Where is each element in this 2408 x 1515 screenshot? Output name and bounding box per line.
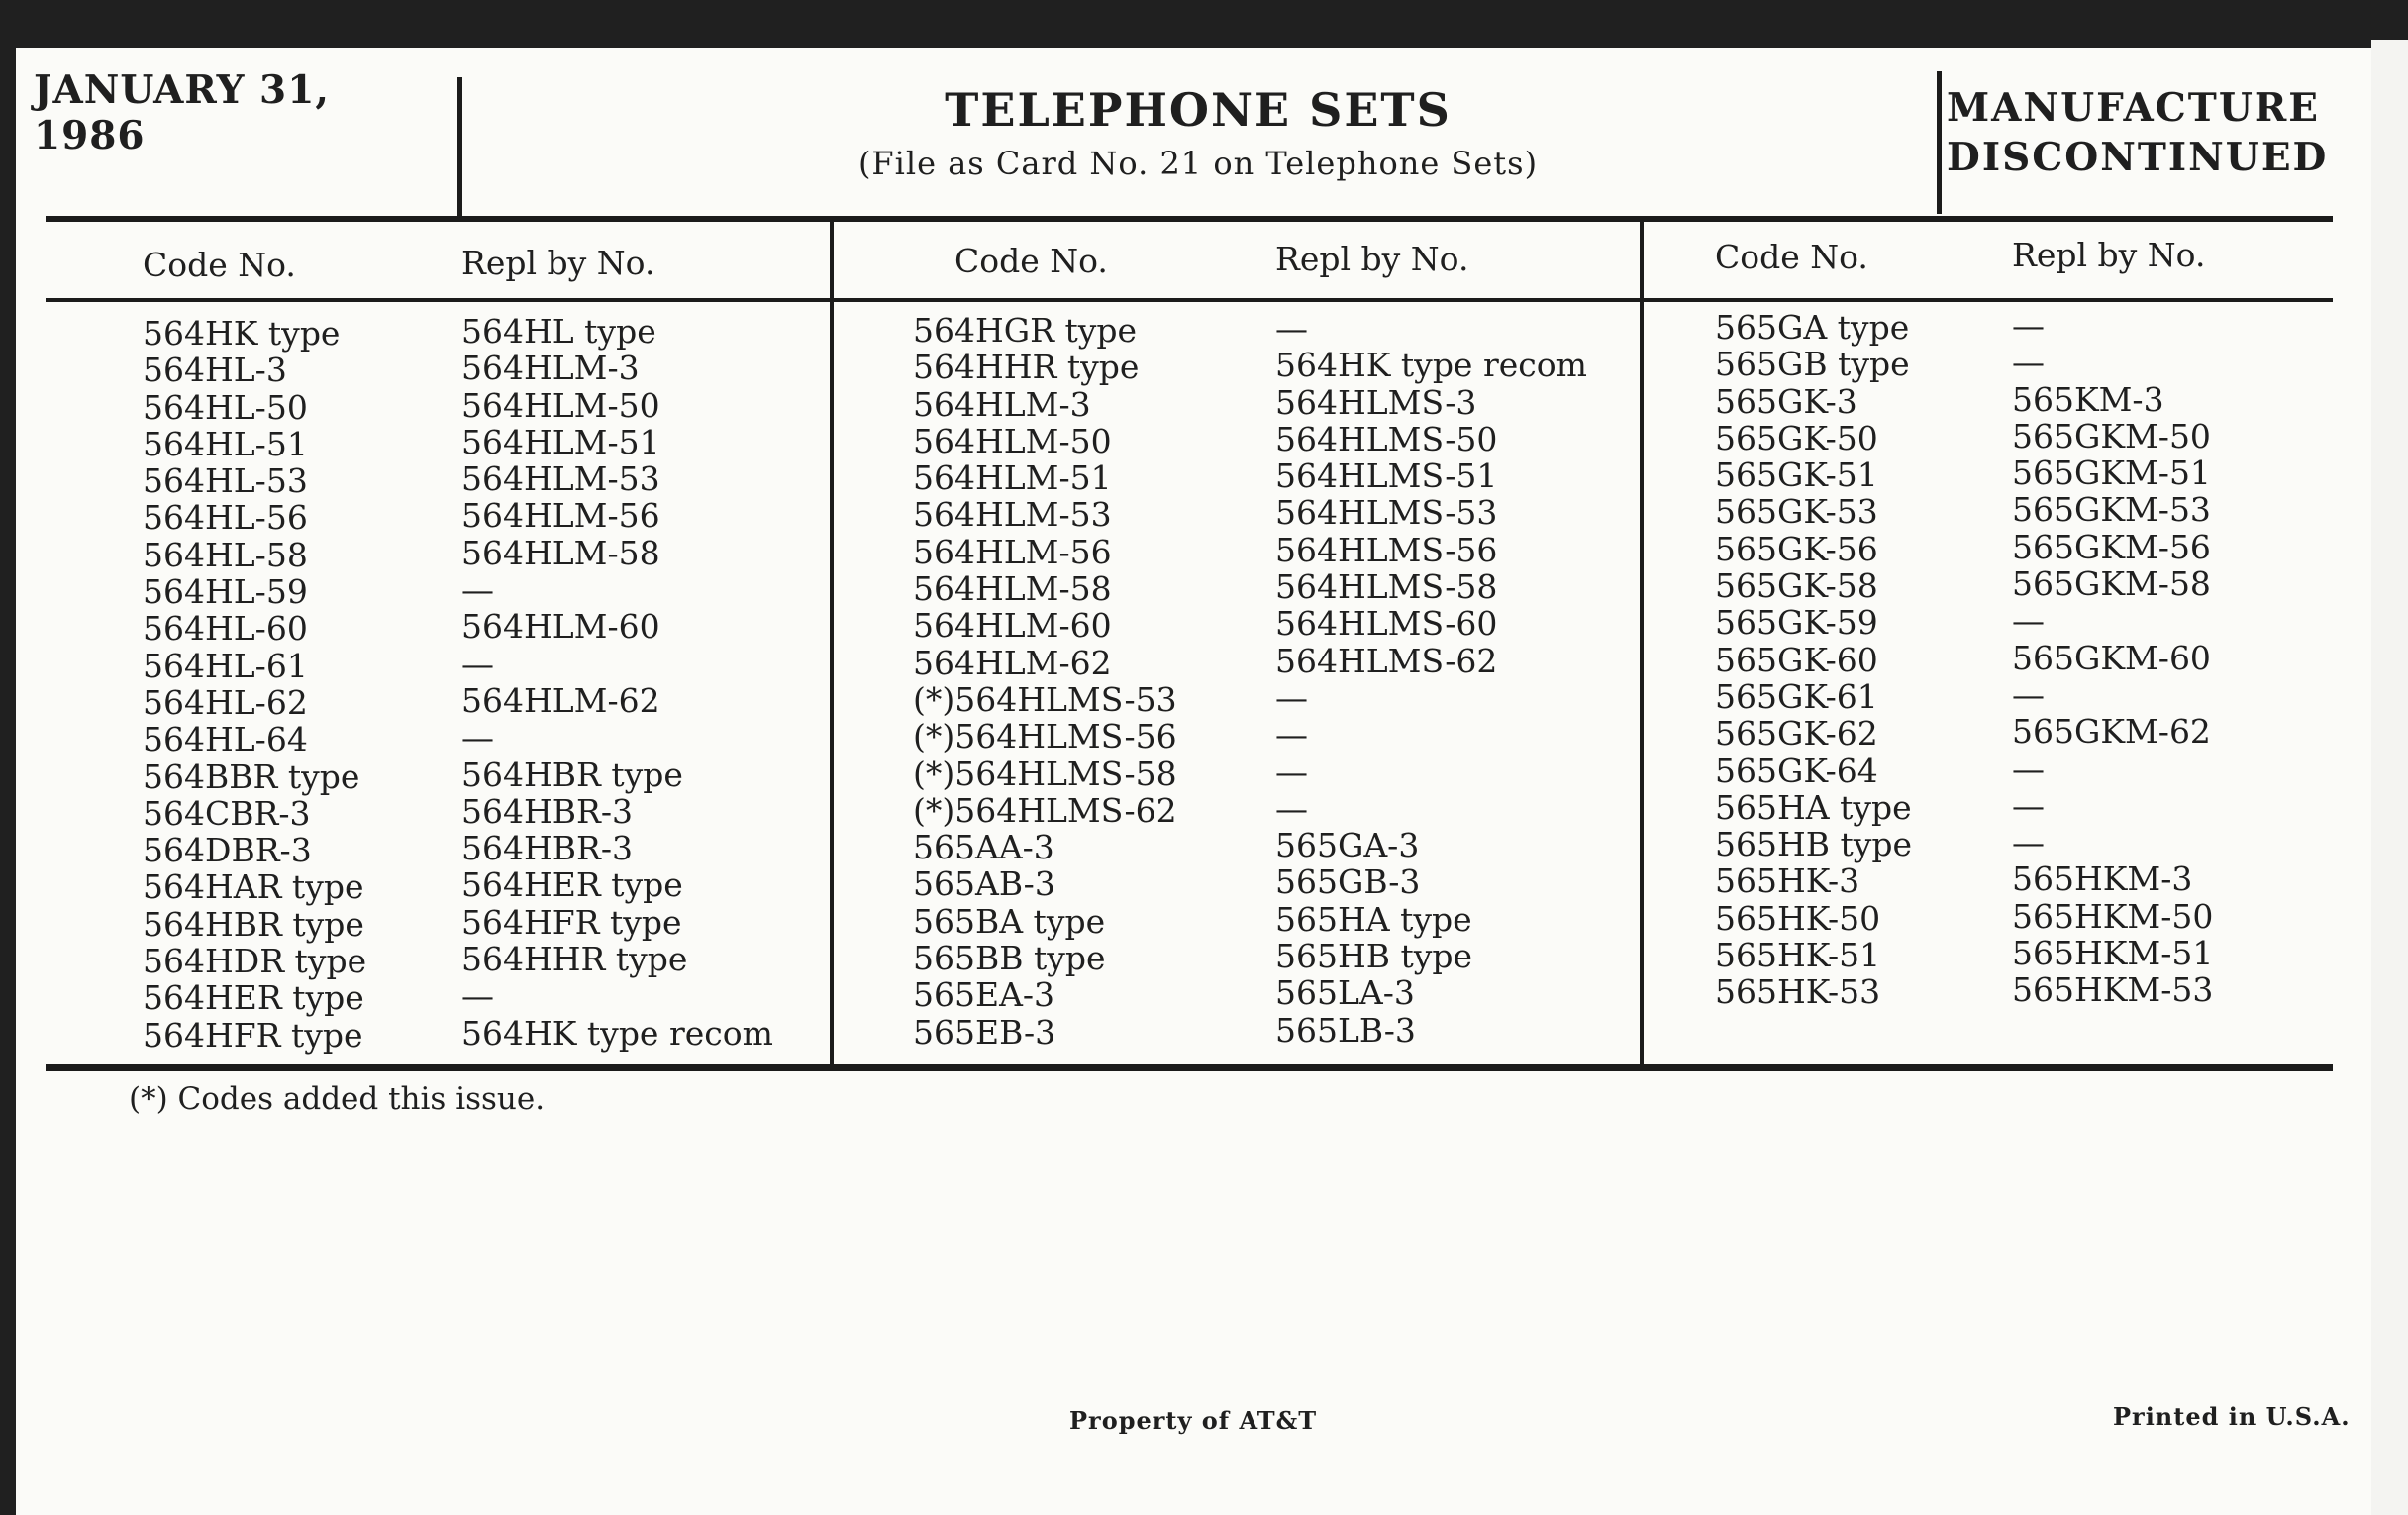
column-header-repl-1: Repl by No. bbox=[461, 244, 655, 282]
replacement-cell: 564HFR type bbox=[461, 902, 682, 942]
code-cell: 565HK-50 bbox=[1715, 898, 1881, 938]
replacement-cell: — bbox=[461, 644, 494, 683]
code-cell: 564HLM-50 bbox=[913, 421, 1112, 460]
column-header-code-2: Code No. bbox=[954, 242, 1108, 280]
replacement-cell: 565KM-3 bbox=[2012, 379, 2164, 419]
replacement-cell: 564HLM-58 bbox=[461, 533, 660, 572]
replacement-cell: — bbox=[2012, 674, 2045, 714]
code-cell: 565BA type bbox=[913, 901, 1106, 941]
code-cell: 564HL-62 bbox=[143, 682, 308, 722]
code-cell: 565GK-58 bbox=[1715, 566, 1878, 606]
replacement-cell: 565GB-3 bbox=[1275, 862, 1421, 902]
code-cell: 565HK-53 bbox=[1715, 972, 1881, 1012]
table-bottom-rule bbox=[46, 1064, 2333, 1071]
code-cell: 564DBR-3 bbox=[143, 831, 312, 870]
replacement-cell: 564HLMS-51 bbox=[1275, 456, 1498, 496]
code-cell: 564HGR type bbox=[913, 311, 1138, 350]
code-cell: 565BB type bbox=[913, 939, 1106, 978]
code-cell: 565GK-64 bbox=[1715, 751, 1878, 790]
code-cell: 565GB type bbox=[1715, 345, 1910, 384]
code-cell: 565GK-59 bbox=[1715, 603, 1878, 643]
replacements-column-1 bbox=[461, 313, 773, 1052]
replacement-cell: 565HKM-51 bbox=[2012, 934, 2214, 973]
code-cell: 564HL-59 bbox=[143, 572, 308, 612]
replacement-cell: 564HK type recom bbox=[461, 1013, 773, 1053]
replacement-cell: 565LA-3 bbox=[1275, 973, 1415, 1013]
code-cell: 564BBR type bbox=[143, 757, 360, 796]
code-cell: 564HLM-3 bbox=[913, 384, 1091, 424]
code-cell: 564HL-53 bbox=[143, 461, 308, 501]
column-header-code-1: Code No. bbox=[143, 246, 296, 284]
code-cell: 564HL-61 bbox=[143, 646, 308, 685]
code-cell: 564HDR type bbox=[143, 942, 367, 981]
replacement-cell: 565LB-3 bbox=[1275, 1010, 1416, 1050]
replacement-cell: 564HHR type bbox=[461, 940, 688, 979]
replacement-cell: 564HLMS-3 bbox=[1275, 382, 1477, 422]
replacement-cell: 564HBR type bbox=[461, 755, 683, 794]
replacement-cell: 564HLMS-62 bbox=[1275, 641, 1498, 680]
replacements-column-2 bbox=[1275, 310, 1587, 1049]
code-cell: 564HL-64 bbox=[143, 720, 308, 759]
code-cell: 565HK-3 bbox=[1715, 861, 1860, 901]
replacement-cell: — bbox=[1275, 715, 1308, 755]
replacement-cell: 565GKM-51 bbox=[2012, 454, 2211, 493]
table-top-rule bbox=[46, 216, 2333, 222]
replacement-cell: 565GKM-58 bbox=[2012, 564, 2211, 604]
replacement-cell: 564HER type bbox=[461, 865, 683, 905]
code-cell: 565GK-51 bbox=[1715, 455, 1878, 495]
issue-date: JANUARY 31, 1986 bbox=[34, 67, 330, 158]
replacement-cell: 565HA type bbox=[1275, 899, 1472, 939]
status-line-1: MANUFACTURE bbox=[1947, 85, 2320, 131]
code-cell: 564HLM-51 bbox=[913, 458, 1112, 498]
replacement-cell: 564HLM-60 bbox=[461, 607, 660, 647]
header-divider-right bbox=[1937, 71, 1942, 214]
replacement-cell: — bbox=[2012, 306, 2045, 345]
code-cell: 564HLM-56 bbox=[913, 532, 1112, 571]
code-cell: 565GK-61 bbox=[1715, 676, 1878, 716]
code-cell: 564HBR type bbox=[143, 904, 364, 944]
code-cell: 564HL-56 bbox=[143, 498, 308, 538]
replacement-cell: 565GA-3 bbox=[1275, 826, 1420, 865]
replacement-cell: 564HLM-56 bbox=[461, 496, 660, 536]
code-cell: 564CBR-3 bbox=[143, 793, 311, 833]
replacement-cell: — bbox=[2012, 785, 2045, 825]
replacement-cell: 565GKM-62 bbox=[2012, 712, 2211, 752]
card-edge bbox=[2371, 40, 2408, 1515]
replacement-cell: 565GKM-56 bbox=[2012, 527, 2211, 566]
footnote: (*) Codes added this issue. bbox=[129, 1081, 546, 1117]
replacement-cell: — bbox=[1275, 788, 1308, 828]
column-header-repl-2: Repl by No. bbox=[1275, 240, 1469, 278]
replacement-cell: — bbox=[2012, 749, 2045, 788]
code-cell: 565AA-3 bbox=[913, 828, 1054, 867]
header-divider-left bbox=[457, 77, 462, 220]
code-cell: (*)564HLMS-62 bbox=[913, 790, 1177, 830]
code-cell: 565GK-53 bbox=[1715, 492, 1878, 532]
column-divider-1 bbox=[830, 220, 834, 1069]
code-cell: 565HA type bbox=[1715, 787, 1912, 827]
code-cell: (*)564HLMS-58 bbox=[913, 754, 1177, 793]
column-divider-2 bbox=[1640, 218, 1644, 1069]
replacement-cell: 564HLM-62 bbox=[461, 680, 660, 720]
code-cell: (*)564HLMS-56 bbox=[913, 717, 1177, 757]
replacement-cell: — bbox=[461, 718, 494, 758]
code-cell: 564HL-58 bbox=[143, 535, 308, 574]
replacement-cell: 565HB type bbox=[1275, 937, 1473, 976]
code-cell: 564HL-51 bbox=[143, 424, 308, 463]
code-cell: 564HFR type bbox=[143, 1015, 363, 1055]
codes-column-2 bbox=[913, 312, 1177, 1051]
replacement-cell: — bbox=[461, 976, 494, 1016]
code-cell: 564HLM-58 bbox=[913, 569, 1112, 609]
code-cell: 564HAR type bbox=[143, 867, 364, 907]
replacement-cell: 564HLMS-60 bbox=[1275, 604, 1498, 644]
code-cell: 565HB type bbox=[1715, 825, 1913, 864]
replacement-cell: 565HKM-50 bbox=[2012, 896, 2214, 936]
code-cell: 565GK-60 bbox=[1715, 640, 1878, 679]
code-cell: 565GK-56 bbox=[1715, 529, 1878, 568]
code-cell: 564HHR type bbox=[913, 348, 1140, 387]
replacement-cell: 565HKM-3 bbox=[2012, 859, 2193, 899]
code-cell: 565GK-62 bbox=[1715, 714, 1878, 754]
replacement-cell: 564HK type recom bbox=[1275, 346, 1587, 385]
replacement-cell: 564HLM-50 bbox=[461, 385, 660, 425]
replacement-cell: — bbox=[2012, 343, 2045, 382]
code-cell: 564HK type bbox=[143, 314, 341, 353]
replacement-cell: — bbox=[1275, 677, 1308, 717]
code-cell: 564HLM-53 bbox=[913, 495, 1112, 535]
replacement-cell: 564HLMS-53 bbox=[1275, 493, 1498, 533]
replacement-cell: — bbox=[1275, 752, 1308, 791]
replacement-cell: — bbox=[2012, 601, 2045, 641]
property-notice: Property of AT&T bbox=[1069, 1406, 1318, 1435]
code-cell: 565EB-3 bbox=[913, 1012, 1056, 1052]
replacement-cell: 565GKM-53 bbox=[2012, 490, 2211, 530]
page-subtitle: (File as Card No. 21 on Telephone Sets) bbox=[857, 145, 1539, 182]
replacement-cell: 564HLMS-58 bbox=[1275, 567, 1498, 607]
code-cell: 565AB-3 bbox=[913, 864, 1055, 904]
replacement-cell: — bbox=[461, 570, 494, 610]
page-title: TELEPHONE SETS bbox=[945, 83, 1452, 137]
replacement-cell: 564HLMS-56 bbox=[1275, 530, 1498, 569]
replacement-cell: 564HL type bbox=[461, 312, 656, 351]
replacement-cell: 565GKM-50 bbox=[2012, 416, 2211, 455]
codes-column-1 bbox=[143, 315, 366, 1054]
code-cell: 565GA type bbox=[1715, 308, 1910, 347]
code-cell: 564HLM-60 bbox=[913, 606, 1112, 646]
code-cell: 565GK-50 bbox=[1715, 418, 1878, 457]
replacement-cell: — bbox=[1275, 309, 1308, 348]
replacement-cell: 564HLMS-50 bbox=[1275, 419, 1498, 458]
replacement-cell: 564HLM-53 bbox=[461, 459, 660, 499]
code-cell: 564HLM-62 bbox=[913, 643, 1112, 682]
replacement-cell: — bbox=[2012, 823, 2045, 862]
status-label bbox=[1947, 83, 2328, 182]
code-cell: 565HK-51 bbox=[1715, 936, 1881, 975]
code-cell: 564HL-3 bbox=[143, 351, 287, 390]
code-cell: 565GK-3 bbox=[1715, 381, 1857, 421]
code-cell: 564HL-60 bbox=[143, 609, 308, 649]
replacement-cell: 564HBR-3 bbox=[461, 791, 634, 831]
status-line-2: DISCONTINUED bbox=[1947, 135, 2329, 180]
codes-column-3 bbox=[1715, 309, 1912, 1011]
column-header-repl-3: Repl by No. bbox=[2012, 236, 2206, 274]
printed-notice: Printed in U.S.A. bbox=[2113, 1402, 2351, 1431]
table-header-rule bbox=[46, 298, 2333, 302]
code-cell: 565EA-3 bbox=[913, 975, 1055, 1015]
code-cell: 564HER type bbox=[143, 978, 364, 1018]
code-cell: 564HL-50 bbox=[143, 387, 308, 427]
code-cell: (*)564HLMS-53 bbox=[913, 679, 1177, 719]
replacement-cell: 564HLM-3 bbox=[461, 349, 640, 388]
replacements-column-3 bbox=[2012, 307, 2213, 1009]
column-header-code-3: Code No. bbox=[1715, 238, 1868, 276]
replacement-cell: 565HKM-53 bbox=[2012, 970, 2214, 1010]
replacement-cell: 564HBR-3 bbox=[461, 829, 634, 868]
replacement-cell: 565GKM-60 bbox=[2012, 638, 2211, 677]
replacement-cell: 564HLM-51 bbox=[461, 422, 660, 461]
